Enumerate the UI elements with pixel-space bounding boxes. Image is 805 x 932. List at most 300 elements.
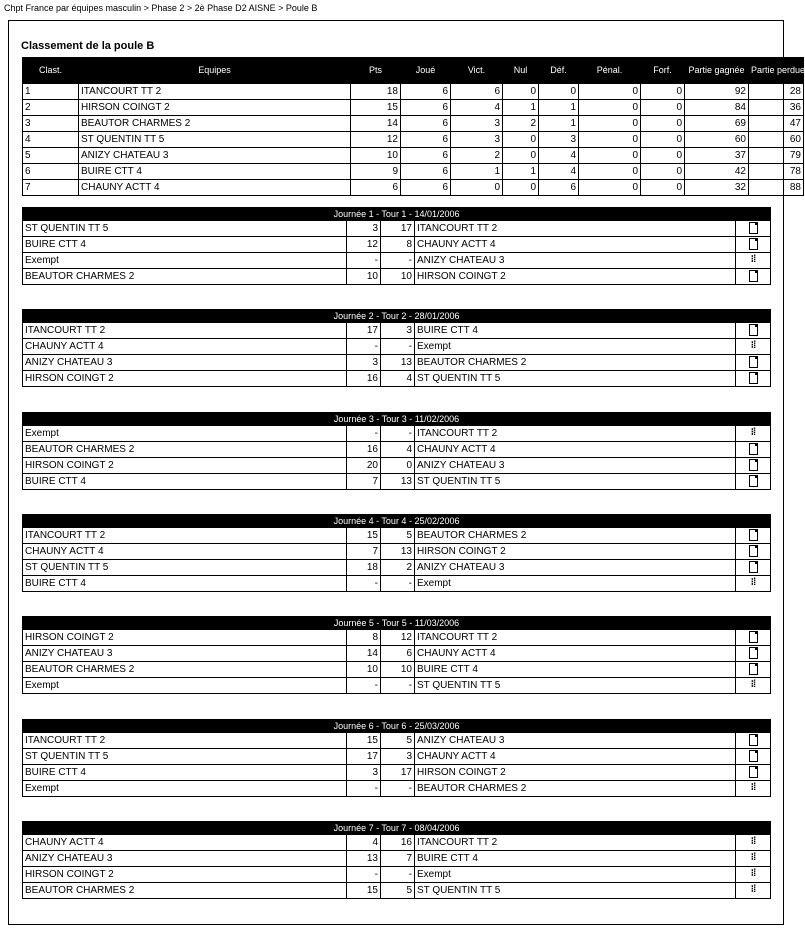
document-icon[interactable] bbox=[749, 443, 758, 455]
home-team[interactable]: BUIRE CTT 4 bbox=[23, 576, 347, 592]
standings-cell: 6 bbox=[451, 84, 503, 100]
away-score: 3 bbox=[381, 323, 415, 339]
home-team[interactable]: CHAUNY ACTT 4 bbox=[23, 835, 347, 851]
home-team[interactable]: BEAUTOR CHARMES 2 bbox=[23, 883, 347, 899]
away-score: - bbox=[381, 781, 415, 797]
match-row bbox=[23, 474, 771, 490]
away-team[interactable]: HIRSON COINGT 2 bbox=[415, 269, 736, 285]
pending-icon[interactable]: ⁝⁞ bbox=[750, 577, 756, 589]
standings-cell: 0 bbox=[579, 164, 641, 180]
match-row bbox=[23, 355, 771, 371]
away-score: 10 bbox=[381, 662, 415, 678]
match-sheet-cell[interactable] bbox=[736, 867, 771, 883]
away-score: 16 bbox=[381, 835, 415, 851]
standings-cell: 2 bbox=[23, 100, 79, 116]
away-score: - bbox=[381, 576, 415, 592]
match-row bbox=[23, 442, 771, 458]
document-icon[interactable] bbox=[749, 270, 758, 282]
pending-icon[interactable]: ⁝⁞ bbox=[750, 427, 756, 439]
away-score: - bbox=[381, 339, 415, 355]
match-row bbox=[23, 269, 771, 285]
standings-cell: 0 bbox=[579, 148, 641, 164]
standings-cell: 0 bbox=[579, 100, 641, 116]
home-team[interactable]: ST QUENTIN TT 5 bbox=[23, 560, 347, 576]
match-row bbox=[23, 851, 771, 867]
match-row bbox=[23, 576, 771, 592]
team-link[interactable]: BEAUTOR CHARMES 2 bbox=[79, 116, 351, 132]
home-team[interactable]: ITANCOURT TT 2 bbox=[23, 733, 347, 749]
away-score: 5 bbox=[381, 528, 415, 544]
away-score: 13 bbox=[381, 474, 415, 490]
home-score: 7 bbox=[347, 474, 381, 490]
standings-cell: 6 bbox=[401, 164, 451, 180]
standings-cell: 4 bbox=[451, 100, 503, 116]
standings-cell: 84 bbox=[685, 100, 749, 116]
away-score: 17 bbox=[381, 765, 415, 781]
match-row bbox=[23, 371, 771, 387]
standings-cell: 0 bbox=[641, 100, 685, 116]
standings-cell: 2 bbox=[503, 116, 539, 132]
standings-cell: 0 bbox=[579, 84, 641, 100]
match-row bbox=[23, 458, 771, 474]
column-header: Partie perdue bbox=[749, 58, 804, 84]
standings-cell: 60 bbox=[685, 132, 749, 148]
away-team[interactable]: CHAUNY ACTT 4 bbox=[415, 749, 736, 765]
away-team[interactable]: ST QUENTIN TT 5 bbox=[415, 371, 736, 387]
document-icon[interactable] bbox=[749, 222, 758, 234]
away-team[interactable]: ITANCOURT TT 2 bbox=[415, 835, 736, 851]
match-sheet-cell[interactable] bbox=[736, 355, 771, 371]
standings-cell: 3 bbox=[23, 116, 79, 132]
home-team[interactable]: CHAUNY ACTT 4 bbox=[23, 544, 347, 560]
standings-cell: 0 bbox=[503, 180, 539, 196]
away-team[interactable]: ANIZY CHATEAU 3 bbox=[415, 733, 736, 749]
match-sheet-cell[interactable] bbox=[736, 544, 771, 560]
standings-cell: 6 bbox=[401, 180, 451, 196]
match-sheet-cell[interactable] bbox=[736, 237, 771, 253]
home-score: - bbox=[347, 781, 381, 797]
away-team[interactable]: CHAUNY ACTT 4 bbox=[415, 646, 736, 662]
pending-icon[interactable]: ⁝⁞ bbox=[750, 868, 756, 880]
away-team[interactable]: ANIZY CHATEAU 3 bbox=[415, 253, 736, 269]
match-sheet-cell[interactable] bbox=[736, 678, 771, 694]
home-score: 18 bbox=[347, 560, 381, 576]
match-sheet-cell[interactable] bbox=[736, 458, 771, 474]
standings-cell: 12 bbox=[351, 132, 401, 148]
column-header: Joué bbox=[401, 58, 451, 84]
away-score: 10 bbox=[381, 269, 415, 285]
home-team[interactable]: HIRSON COINGT 2 bbox=[23, 630, 347, 646]
home-team[interactable]: Exempt bbox=[23, 678, 347, 694]
away-score: 5 bbox=[381, 733, 415, 749]
match-sheet-cell[interactable] bbox=[736, 371, 771, 387]
home-score: 17 bbox=[347, 749, 381, 765]
round-table bbox=[22, 719, 771, 797]
home-score: 13 bbox=[347, 851, 381, 867]
away-score: 2 bbox=[381, 560, 415, 576]
pending-icon[interactable]: ⁝⁞ bbox=[750, 782, 756, 794]
home-team[interactable]: CHAUNY ACTT 4 bbox=[23, 339, 347, 355]
standings-table bbox=[22, 57, 804, 196]
match-sheet-cell[interactable] bbox=[736, 630, 771, 646]
standings-cell: 18 bbox=[351, 84, 401, 100]
column-header: Vict. bbox=[451, 58, 503, 84]
document-icon[interactable] bbox=[749, 734, 758, 746]
away-team[interactable]: BUIRE CTT 4 bbox=[415, 851, 736, 867]
standings-cell: 0 bbox=[451, 180, 503, 196]
home-team[interactable]: BEAUTOR CHARMES 2 bbox=[23, 662, 347, 678]
standings-cell: 6 bbox=[23, 164, 79, 180]
standings-cell: 3 bbox=[451, 132, 503, 148]
document-icon[interactable] bbox=[749, 766, 758, 778]
standings-cell: 0 bbox=[641, 84, 685, 100]
round-table bbox=[22, 207, 771, 285]
match-sheet-cell[interactable] bbox=[736, 835, 771, 851]
standings-cell: 6 bbox=[401, 116, 451, 132]
away-team[interactable]: BEAUTOR CHARMES 2 bbox=[415, 355, 736, 371]
pending-icon[interactable]: ⁝⁞ bbox=[750, 836, 756, 848]
standings-row bbox=[23, 164, 804, 180]
standings-cell: 15 bbox=[351, 100, 401, 116]
match-row bbox=[23, 426, 771, 442]
column-header: Forf. bbox=[641, 58, 685, 84]
standings-cell: 0 bbox=[579, 132, 641, 148]
match-sheet-cell[interactable] bbox=[736, 528, 771, 544]
match-sheet-cell[interactable] bbox=[736, 253, 771, 269]
standings-cell: 1 bbox=[503, 100, 539, 116]
away-team[interactable]: ST QUENTIN TT 5 bbox=[415, 678, 736, 694]
home-score: - bbox=[347, 576, 381, 592]
match-sheet-cell[interactable] bbox=[736, 576, 771, 592]
breadcrumb[interactable]: Chpt France par équipes masculin > Phase 2 > 2è Phase D2 AISNE > Poule B bbox=[4, 3, 318, 13]
column-header: Pts bbox=[351, 58, 401, 84]
away-score: 8 bbox=[381, 237, 415, 253]
document-icon[interactable] bbox=[749, 372, 758, 384]
home-team[interactable]: ITANCOURT TT 2 bbox=[23, 323, 347, 339]
round-title: Journée 5 - Tour 5 - 11/03/2006 bbox=[23, 617, 771, 630]
match-row bbox=[23, 765, 771, 781]
home-score: - bbox=[347, 867, 381, 883]
standings-cell: 0 bbox=[503, 148, 539, 164]
team-link[interactable]: ITANCOURT TT 2 bbox=[79, 84, 351, 100]
standings-cell: 60 bbox=[749, 132, 804, 148]
away-team[interactable]: ST QUENTIN TT 5 bbox=[415, 883, 736, 899]
away-score: 7 bbox=[381, 851, 415, 867]
away-team[interactable]: HIRSON COINGT 2 bbox=[415, 765, 736, 781]
home-score: 8 bbox=[347, 630, 381, 646]
standings-cell: 3 bbox=[451, 116, 503, 132]
match-row bbox=[23, 323, 771, 339]
match-sheet-cell[interactable] bbox=[736, 749, 771, 765]
match-sheet-cell[interactable] bbox=[736, 560, 771, 576]
away-team[interactable]: ITANCOURT TT 2 bbox=[415, 630, 736, 646]
home-score: - bbox=[347, 339, 381, 355]
match-row bbox=[23, 678, 771, 694]
away-team[interactable]: Exempt bbox=[415, 867, 736, 883]
standings-row bbox=[23, 148, 804, 164]
standings-cell: 0 bbox=[641, 180, 685, 196]
home-team[interactable]: BUIRE CTT 4 bbox=[23, 237, 347, 253]
standings-cell: 78 bbox=[749, 164, 804, 180]
away-score: 0 bbox=[381, 458, 415, 474]
standings-cell: 9 bbox=[351, 164, 401, 180]
standings-cell: 32 bbox=[685, 180, 749, 196]
match-sheet-cell[interactable] bbox=[736, 323, 771, 339]
away-score: 12 bbox=[381, 630, 415, 646]
round-table bbox=[22, 821, 771, 899]
standings-cell: 5 bbox=[23, 148, 79, 164]
away-score: - bbox=[381, 426, 415, 442]
away-team[interactable]: CHAUNY ACTT 4 bbox=[415, 237, 736, 253]
match-row bbox=[23, 544, 771, 560]
away-score: 6 bbox=[381, 646, 415, 662]
standings-row bbox=[23, 132, 804, 148]
home-score: - bbox=[347, 678, 381, 694]
pending-icon[interactable]: ⁝⁞ bbox=[750, 254, 756, 266]
match-row bbox=[23, 867, 771, 883]
home-score: 4 bbox=[347, 835, 381, 851]
standings-cell: 6 bbox=[351, 180, 401, 196]
standings-row bbox=[23, 84, 804, 100]
match-sheet-cell[interactable] bbox=[736, 426, 771, 442]
match-sheet-cell[interactable] bbox=[736, 781, 771, 797]
home-team[interactable]: Exempt bbox=[23, 781, 347, 797]
document-icon[interactable] bbox=[749, 356, 758, 368]
match-row bbox=[23, 883, 771, 899]
standings-cell: 0 bbox=[579, 180, 641, 196]
home-team[interactable]: ANIZY CHATEAU 3 bbox=[23, 851, 347, 867]
standings-cell: 0 bbox=[503, 132, 539, 148]
document-icon[interactable] bbox=[749, 545, 758, 557]
standings-cell: 0 bbox=[641, 148, 685, 164]
home-score: 10 bbox=[347, 269, 381, 285]
round-title: Journée 2 - Tour 2 - 28/01/2006 bbox=[23, 310, 771, 323]
away-team[interactable]: Exempt bbox=[415, 576, 736, 592]
away-team[interactable]: Exempt bbox=[415, 339, 736, 355]
round-title: Journée 7 - Tour 7 - 08/04/2006 bbox=[23, 822, 771, 835]
standings-cell: 88 bbox=[749, 180, 804, 196]
standings-cell: 47 bbox=[749, 116, 804, 132]
home-team[interactable]: ANIZY CHATEAU 3 bbox=[23, 646, 347, 662]
away-team[interactable]: BEAUTOR CHARMES 2 bbox=[415, 528, 736, 544]
match-row bbox=[23, 835, 771, 851]
column-header: Déf. bbox=[539, 58, 579, 84]
away-score: 13 bbox=[381, 355, 415, 371]
round-title: Journée 4 - Tour 4 - 25/02/2006 bbox=[23, 515, 771, 528]
match-sheet-cell[interactable] bbox=[736, 765, 771, 781]
standings-cell: 4 bbox=[539, 148, 579, 164]
away-team[interactable]: ANIZY CHATEAU 3 bbox=[415, 560, 736, 576]
away-team[interactable]: ST QUENTIN TT 5 bbox=[415, 474, 736, 490]
document-icon[interactable] bbox=[749, 475, 758, 487]
team-link[interactable]: HIRSON COINGT 2 bbox=[79, 100, 351, 116]
match-row bbox=[23, 749, 771, 765]
column-header: Equipes bbox=[79, 58, 351, 84]
standings-cell: 0 bbox=[503, 84, 539, 100]
home-score: 10 bbox=[347, 662, 381, 678]
standings-cell: 2 bbox=[451, 148, 503, 164]
standings-cell: 0 bbox=[579, 116, 641, 132]
match-row bbox=[23, 528, 771, 544]
home-score: - bbox=[347, 426, 381, 442]
home-team[interactable]: HIRSON COINGT 2 bbox=[23, 458, 347, 474]
home-score: - bbox=[347, 253, 381, 269]
document-icon[interactable] bbox=[749, 459, 758, 471]
match-sheet-cell[interactable] bbox=[736, 442, 771, 458]
team-link[interactable]: CHAUNY ACTT 4 bbox=[79, 180, 351, 196]
document-icon[interactable] bbox=[749, 561, 758, 573]
standings-cell: 0 bbox=[539, 84, 579, 100]
home-team[interactable]: HIRSON COINGT 2 bbox=[23, 371, 347, 387]
away-score: - bbox=[381, 678, 415, 694]
document-icon[interactable] bbox=[749, 663, 758, 675]
match-sheet-cell[interactable] bbox=[736, 733, 771, 749]
standings-cell: 42 bbox=[685, 164, 749, 180]
column-header: Partie gagnée bbox=[685, 58, 749, 84]
standings-row bbox=[23, 180, 804, 196]
match-row bbox=[23, 646, 771, 662]
away-team[interactable]: BUIRE CTT 4 bbox=[415, 323, 736, 339]
document-icon[interactable] bbox=[749, 631, 758, 643]
document-icon[interactable] bbox=[749, 750, 758, 762]
team-link[interactable]: ST QUENTIN TT 5 bbox=[79, 132, 351, 148]
home-team[interactable]: BEAUTOR CHARMES 2 bbox=[23, 269, 347, 285]
match-row bbox=[23, 237, 771, 253]
document-icon[interactable] bbox=[749, 529, 758, 541]
round-table bbox=[22, 412, 771, 490]
match-sheet-cell[interactable] bbox=[736, 883, 771, 899]
team-link[interactable]: BUIRE CTT 4 bbox=[79, 164, 351, 180]
away-score: 4 bbox=[381, 371, 415, 387]
home-score: 3 bbox=[347, 355, 381, 371]
match-row bbox=[23, 781, 771, 797]
standings-cell: 4 bbox=[539, 164, 579, 180]
standings-row bbox=[23, 100, 804, 116]
home-score: 20 bbox=[347, 458, 381, 474]
match-sheet-cell[interactable] bbox=[736, 269, 771, 285]
away-team[interactable]: CHAUNY ACTT 4 bbox=[415, 442, 736, 458]
document-icon[interactable] bbox=[749, 647, 758, 659]
standings-cell: 0 bbox=[641, 132, 685, 148]
home-team[interactable]: ST QUENTIN TT 5 bbox=[23, 749, 347, 765]
standings-cell: 6 bbox=[539, 180, 579, 196]
document-icon[interactable] bbox=[749, 324, 758, 336]
standings-cell: 37 bbox=[685, 148, 749, 164]
round-table bbox=[22, 514, 771, 592]
column-header: Pénal. bbox=[579, 58, 641, 84]
standings-cell: 28 bbox=[749, 84, 804, 100]
away-team[interactable]: ITANCOURT TT 2 bbox=[415, 221, 736, 237]
pending-icon[interactable]: ⁝⁞ bbox=[750, 884, 756, 896]
pending-icon[interactable]: ⁝⁞ bbox=[750, 679, 756, 691]
away-score: 4 bbox=[381, 442, 415, 458]
home-score: 16 bbox=[347, 442, 381, 458]
standings-row bbox=[23, 116, 804, 132]
match-sheet-cell[interactable] bbox=[736, 474, 771, 490]
round-title: Journée 3 - Tour 3 - 11/02/2006 bbox=[23, 413, 771, 426]
home-team[interactable]: ST QUENTIN TT 5 bbox=[23, 221, 347, 237]
home-score: 15 bbox=[347, 733, 381, 749]
home-score: 15 bbox=[347, 883, 381, 899]
round-title: Journée 6 - Tour 6 - 25/03/2006 bbox=[23, 720, 771, 733]
standings-cell: 1 bbox=[23, 84, 79, 100]
home-team[interactable]: ANIZY CHATEAU 3 bbox=[23, 355, 347, 371]
away-team[interactable]: BUIRE CTT 4 bbox=[415, 662, 736, 678]
standings-cell: 1 bbox=[539, 116, 579, 132]
match-row bbox=[23, 560, 771, 576]
pending-icon[interactable]: ⁝⁞ bbox=[750, 852, 756, 864]
column-header: Clast. bbox=[23, 58, 79, 84]
home-score: 3 bbox=[347, 221, 381, 237]
standings-cell: 4 bbox=[23, 132, 79, 148]
home-team[interactable]: BUIRE CTT 4 bbox=[23, 474, 347, 490]
home-score: 15 bbox=[347, 528, 381, 544]
away-score: 3 bbox=[381, 749, 415, 765]
home-score: 17 bbox=[347, 323, 381, 339]
match-row bbox=[23, 339, 771, 355]
home-team[interactable]: Exempt bbox=[23, 426, 347, 442]
standings-cell: 0 bbox=[641, 116, 685, 132]
standings-cell: 1 bbox=[503, 164, 539, 180]
standings-cell: 0 bbox=[641, 164, 685, 180]
match-row bbox=[23, 662, 771, 678]
standings-cell: 92 bbox=[685, 84, 749, 100]
standings-cell: 69 bbox=[685, 116, 749, 132]
match-sheet-cell[interactable] bbox=[736, 221, 771, 237]
home-score: 16 bbox=[347, 371, 381, 387]
away-score: - bbox=[381, 867, 415, 883]
away-team[interactable]: BEAUTOR CHARMES 2 bbox=[415, 781, 736, 797]
standings-cell: 6 bbox=[401, 100, 451, 116]
team-link[interactable]: ANIZY CHATEAU 3 bbox=[79, 148, 351, 164]
standings-cell: 14 bbox=[351, 116, 401, 132]
away-score: 13 bbox=[381, 544, 415, 560]
home-team[interactable]: BEAUTOR CHARMES 2 bbox=[23, 442, 347, 458]
match-sheet-cell[interactable] bbox=[736, 662, 771, 678]
standings-cell: 3 bbox=[539, 132, 579, 148]
match-row bbox=[23, 221, 771, 237]
standings-cell: 6 bbox=[401, 132, 451, 148]
away-team[interactable]: ANIZY CHATEAU 3 bbox=[415, 458, 736, 474]
standings-cell: 1 bbox=[451, 164, 503, 180]
standings-cell: 7 bbox=[23, 180, 79, 196]
pending-icon[interactable]: ⁝⁞ bbox=[750, 340, 756, 352]
standings-cell: 6 bbox=[401, 84, 451, 100]
match-row bbox=[23, 733, 771, 749]
match-sheet-cell[interactable] bbox=[736, 851, 771, 867]
home-team[interactable]: HIRSON COINGT 2 bbox=[23, 867, 347, 883]
round-table bbox=[22, 616, 771, 694]
away-score: 17 bbox=[381, 221, 415, 237]
match-sheet-cell[interactable] bbox=[736, 646, 771, 662]
home-team[interactable]: Exempt bbox=[23, 253, 347, 269]
standings-cell: 1 bbox=[539, 100, 579, 116]
away-team[interactable]: HIRSON COINGT 2 bbox=[415, 544, 736, 560]
page-title: Classement de la poule B bbox=[21, 40, 155, 52]
home-score: 7 bbox=[347, 544, 381, 560]
home-score: 14 bbox=[347, 646, 381, 662]
away-team[interactable]: ITANCOURT TT 2 bbox=[415, 426, 736, 442]
match-sheet-cell[interactable] bbox=[736, 339, 771, 355]
away-score: - bbox=[381, 253, 415, 269]
away-score: 5 bbox=[381, 883, 415, 899]
standings-cell: 10 bbox=[351, 148, 401, 164]
home-team[interactable]: BUIRE CTT 4 bbox=[23, 765, 347, 781]
home-score: 12 bbox=[347, 237, 381, 253]
round-table bbox=[22, 309, 771, 387]
home-team[interactable]: ITANCOURT TT 2 bbox=[23, 528, 347, 544]
document-icon[interactable] bbox=[749, 238, 758, 250]
